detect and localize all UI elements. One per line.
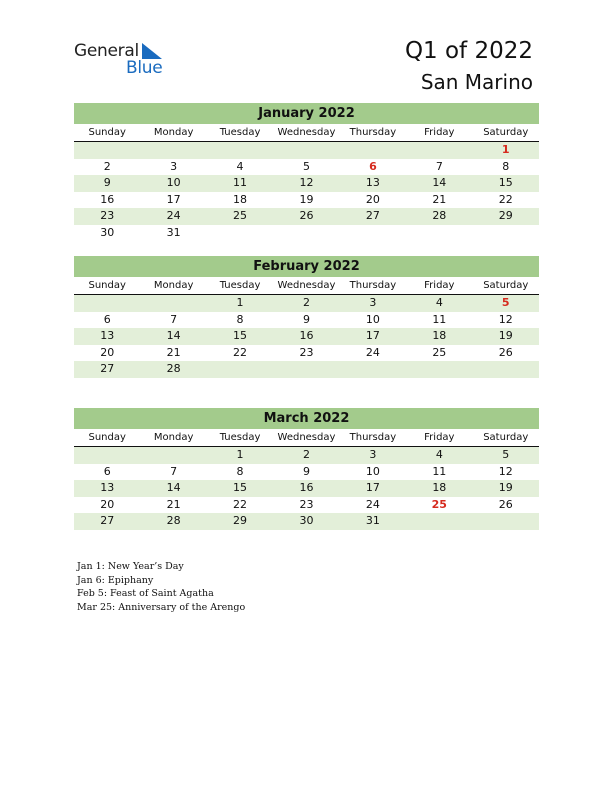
day-cell: 14 [166,481,181,495]
weekday-label: Wednesday [277,127,336,138]
week-row [74,192,539,209]
day-cell: 19 [498,481,513,495]
month-january [74,103,539,242]
week-row [74,225,539,242]
week-row [74,464,539,481]
day-cell: 31 [166,225,181,239]
logo-general-text: General [74,41,139,61]
weekday-label: Sunday [88,280,126,291]
day-cell: 15 [498,176,513,190]
empty-day-cell [406,361,472,378]
month-march [74,408,539,530]
weekday-label: Friday [424,127,455,138]
day-cell: 15 [233,481,248,495]
page-title: Q1 of 2022 [404,38,533,64]
empty-day-cell [340,142,406,159]
holiday-note: Jan 1: New Year’s Day [77,561,184,572]
empty-day-cell [473,513,539,530]
day-cell: 11 [432,312,447,326]
day-cell: 1 [236,448,244,461]
empty-day-cell [340,361,406,378]
day-cell: 26 [299,209,314,223]
month-header: January 2022 [74,103,539,124]
day-cell: 3 [170,159,178,173]
day-cell: 8 [502,159,510,173]
empty-day-cell [207,225,273,242]
empty-day-cell [406,142,472,159]
weekday-label: Sunday [88,432,126,443]
day-cell: 22 [233,345,248,359]
day-cell: 24 [166,209,181,223]
day-cell: 20 [100,345,115,359]
day-cell: 2 [103,159,111,173]
empty-day-cell [140,295,206,312]
day-cell: 4 [435,448,443,461]
day-cell: 28 [166,362,181,376]
week-row [74,175,539,192]
day-cell: 7 [170,464,178,478]
day-cell: 12 [299,176,314,190]
day-cell: 24 [365,497,380,511]
week-row [74,312,539,329]
weekday-label: Sunday [88,127,126,138]
day-cell: 18 [432,329,447,343]
day-cell: 29 [498,209,513,223]
weekday-label: Saturday [483,432,529,443]
week-row [74,159,539,176]
day-cell: 23 [299,345,314,359]
holiday-note: Jan 6: Epiphany [77,574,154,586]
day-cell: 9 [302,464,310,478]
day-cell: 11 [233,176,248,190]
day-cell: 20 [365,192,380,206]
logo-triangle-icon [140,43,162,59]
holiday-note: Feb 5: Feast of Saint Agatha [77,588,214,599]
weekday-label: Monday [153,432,194,443]
day-cell: 17 [166,192,181,206]
week-row [74,361,539,378]
day-cell: 8 [236,312,244,326]
empty-day-cell [473,361,539,378]
weekday-label: Thursday [349,432,397,443]
day-cell: 28 [432,209,447,223]
empty-day-cell [74,142,140,159]
empty-day-cell [273,361,339,378]
day-cell: 18 [432,481,447,495]
page-subtitle: San Marino [420,70,533,94]
day-cell: 3 [369,296,377,309]
week-row [74,497,539,514]
weekday-label: Tuesday [219,280,261,291]
weekday-label: Wednesday [277,432,336,443]
day-cell: 31 [365,514,380,528]
day-cell: 30 [100,225,115,239]
week-row [74,447,539,464]
empty-day-cell [273,142,339,159]
month-february [74,256,539,378]
week-row [74,480,539,497]
day-cell: 16 [299,329,314,343]
day-cell: 27 [100,362,115,376]
day-cell: 13 [100,329,115,343]
day-cell: 8 [236,464,244,478]
empty-day-cell [406,225,472,242]
day-cell: 16 [299,481,314,495]
day-cell: 22 [233,497,248,511]
weekday-label: Saturday [483,280,529,291]
week-row [74,208,539,225]
day-cell: 27 [100,514,115,528]
day-cell: 30 [299,514,314,528]
week-row [74,295,539,312]
weekday-label: Tuesday [219,127,261,138]
day-cell: 10 [166,176,181,190]
day-cell: 6 [103,312,111,326]
day-cell: 17 [365,481,380,495]
day-cell: 14 [432,176,447,190]
empty-day-cell [340,225,406,242]
weekday-label: Saturday [483,127,529,138]
day-cell: 13 [100,481,115,495]
day-cell: 1 [236,296,244,309]
empty-day-cell [140,447,206,464]
holiday-day-cell: 25 [431,497,447,511]
day-cell: 25 [432,345,447,359]
holiday-day-cell: 5 [501,296,510,309]
logo-blue-text: Blue [126,58,163,78]
day-cell: 13 [365,176,380,190]
weekday-label: Tuesday [219,432,261,443]
logo [74,41,174,81]
empty-day-cell [140,142,206,159]
day-cell: 27 [365,209,380,223]
day-cell: 28 [166,514,181,528]
day-cell: 2 [302,448,310,461]
weekday-label: Monday [153,127,194,138]
weekday-header-row [74,277,539,295]
day-cell: 4 [435,296,443,309]
day-cell: 23 [100,209,115,223]
weekday-label: Thursday [349,280,397,291]
empty-day-cell [74,295,140,312]
weekday-label: Thursday [349,127,397,138]
holiday-day-cell: 1 [501,143,510,156]
day-cell: 3 [369,448,377,461]
weekday-label: Friday [424,280,455,291]
week-row [74,142,539,159]
empty-day-cell [406,513,472,530]
day-cell: 7 [435,159,443,173]
month-weeks [74,142,539,242]
week-row [74,345,539,362]
weekday-header-row [74,429,539,447]
month-weeks [74,447,539,530]
day-cell: 9 [103,176,111,190]
day-cell: 10 [365,464,380,478]
empty-day-cell [207,361,273,378]
day-cell: 17 [365,329,380,343]
day-cell: 21 [166,345,181,359]
day-cell: 21 [166,497,181,511]
day-cell: 26 [498,345,513,359]
day-cell: 20 [100,497,115,511]
day-cell: 6 [103,464,111,478]
day-cell: 22 [498,192,513,206]
day-cell: 26 [498,497,513,511]
day-cell: 12 [498,312,513,326]
day-cell: 5 [502,448,510,461]
day-cell: 4 [236,159,244,173]
week-row [74,328,539,345]
day-cell: 7 [170,312,178,326]
day-cell: 15 [233,329,248,343]
day-cell: 29 [233,514,248,528]
empty-day-cell [74,447,140,464]
day-cell: 19 [498,329,513,343]
weekday-label: Wednesday [277,280,336,291]
day-cell: 9 [302,312,310,326]
day-cell: 14 [166,329,181,343]
holiday-day-cell: 6 [369,159,377,173]
holiday-note: Mar 25: Anniversary of the Arengo [77,601,246,613]
month-header: February 2022 [74,256,539,277]
holiday-notes [77,560,245,614]
empty-day-cell [207,142,273,159]
day-cell: 23 [299,497,314,511]
day-cell: 2 [302,296,310,309]
empty-day-cell [273,225,339,242]
week-row [74,513,539,530]
day-cell: 21 [432,192,447,206]
day-cell: 11 [432,464,447,478]
day-cell: 19 [299,192,314,206]
weekday-label: Monday [153,280,194,291]
day-cell: 12 [498,464,513,478]
weekday-header-row [74,124,539,142]
month-weeks [74,295,539,378]
weekday-label: Friday [424,432,455,443]
day-cell: 24 [365,345,380,359]
day-cell: 5 [302,159,310,173]
empty-day-cell [473,225,539,242]
day-cell: 25 [233,209,248,223]
day-cell: 18 [233,192,248,206]
month-header: March 2022 [74,408,539,429]
day-cell: 10 [365,312,380,326]
day-cell: 16 [100,192,115,206]
